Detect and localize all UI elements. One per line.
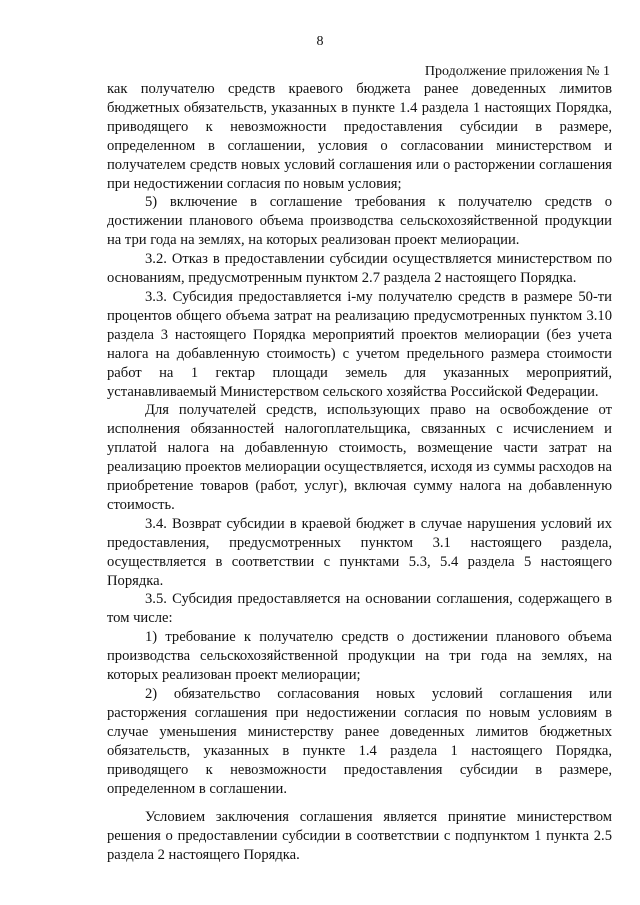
paragraph-3-5: 3.5. Субсидия предоставляется на основании соглашения, содержащего в том числе: [107,591,612,627]
paragraph-item-2: 2) обязательство согласования новых условий соглашения или расторжения соглашения при недостижении согласия по новым условиям в случае уменьшения министерству ранее доведенных лимитов бюджетных обязательств, указанных в пункте 1.4 раздела 1 настоящего Порядка, приводящего к невозможности предоставления субсидии в размере, определенном в соглашении. [107,686,612,797]
paragraph-3-4: 3.4. Возврат субсидии в краевой бюджет в случае нарушения условий их предоставления, предусмотренных пунктом 3.1 настоящего раздела, осуществляется в соответствии с пунктами 5.3, 5.4 раздела 5 настоящего Порядка. [107,515,612,589]
paragraph-agreement-condition: Условием заключения соглашения является принятие министерством решения о предоставлении субсидии в соответствии с подпунктом 1 пункта 2.5 раздела 2 настоящего Порядка. [107,809,612,864]
document-body [107,80,612,865]
paragraph-3-3: 3.3. Субсидия предоставляется i-му получателю средств в размере 50-ти процентов общего объема затрат на реализацию предусмотренных пунктом 3.10 раздела 3 настоящего Порядка мероприятий проектов мелиорации (без учета налога на добавленную стоимость) с учетом предельного размера стоимости работ на 1 гектар площади земель для указанных мероприятий, устанавливаемый Министерством сельского хозяйства Российской Федерации. [107,288,612,400]
paragraph-3-2: 3.2. Отказ в предоставлении субсидии осуществляется министерством по основаниям, предусмотренным пунктом 2.7 раздела 2 настоящего Порядка. [107,251,612,287]
paragraph-item-5: 5) включение в соглашение требования к получателю средств о достижении планового объема производства сельскохозяйственной продукции на три года на землях, на которых реализован проект мелиорации. [107,194,612,249]
page-number: 8 [316,34,324,49]
continuation-label: Продолжение приложения № 1 [424,64,610,79]
paragraph-vat-exemption: Для получателей средств, использующих право на освобождение от исполнения обязанностей налогоплательщика, связанных с исчислением и уплатой налога на добавленную стоимость, возмещение части затрат на реализацию проектов мелиорации осуществляется, исходя из суммы расходов на приобретение товаров (работ, услуг), включая сумму налога на добавленную стоимость. [107,402,612,513]
paragraph-continuation: как получателю средств краевого бюджета ранее доведенных лимитов бюджетных обязательств, указанных в пункте 1.4 раздела 1 настоящих Порядка, приводящего к невозможности предоставления субсидии в размере, определенном в соглашении, условия о согласовании министерством и получателем средств новых условий соглашения или о расторжении соглашения при недостижении согласия по новым условия; [107,81,612,192]
paragraph-item-1: 1) требование к получателю средств о достижении планового объема производства сельскохозяйственной продукции на три года на землях, на которых реализован проект мелиорации; [107,629,612,684]
